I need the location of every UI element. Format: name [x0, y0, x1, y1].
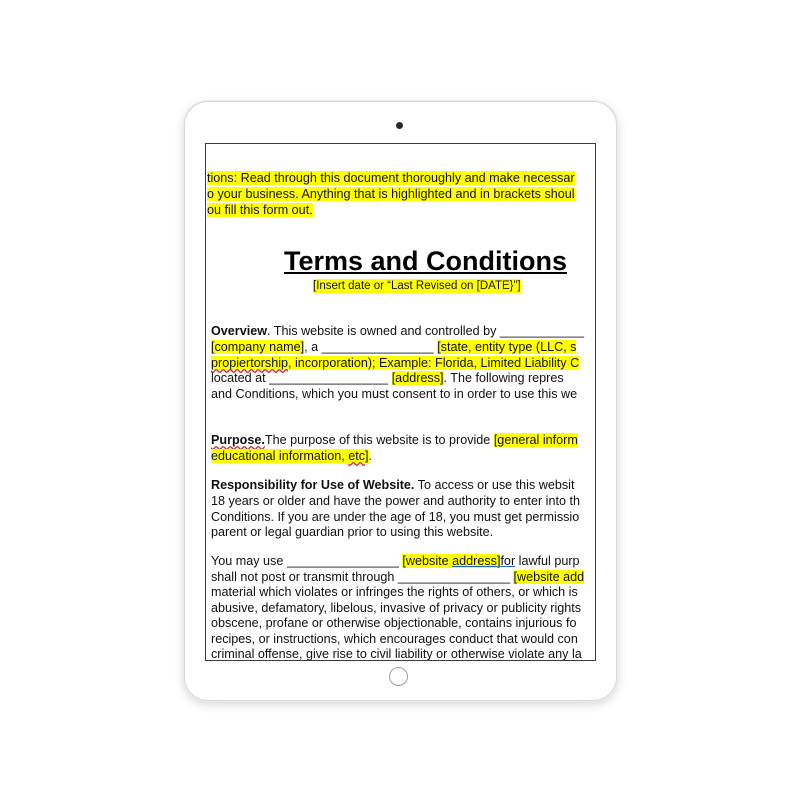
- overview-line-2: [company name], a ________________ [state, entity type (LLC, s: [211, 340, 577, 354]
- purpose-heading: Purpose.: [211, 433, 265, 447]
- instructions-line-1: tions: Read through this document thoroughly and make necessar: [207, 171, 575, 185]
- document-subtitle: [Insert date or “Last Revised on [DATE}”]: [313, 280, 521, 292]
- use-line-5: obscene, profane or otherwise objectionable, contains injurious fo: [211, 616, 577, 630]
- use-line-3: material which violates or infringes the rights of others, or which is: [211, 585, 578, 599]
- instructions-line-2: o your business. Anything that is highlighted and in brackets shoul: [207, 187, 575, 201]
- purpose-line-2: educational information, etc].: [211, 449, 373, 463]
- responsibility-line-4: parent or legal guardian prior to using this website.: [211, 525, 494, 539]
- document-title: Terms and Conditions: [284, 246, 568, 276]
- overview-heading: Overview: [211, 324, 268, 338]
- tablet-screen: [205, 143, 596, 661]
- instructions-line-3: ou fill this form out.: [207, 203, 313, 217]
- camera-icon: [396, 122, 403, 129]
- document-page: [206, 144, 596, 661]
- responsibility-heading: Responsibility for Use of Website.: [211, 478, 415, 492]
- tablet-device: [184, 101, 617, 701]
- overview-line-1: Overview. This website is owned and controlled by ____________: [211, 324, 584, 338]
- overview-line-4: located at _________________ [address]. The following repres: [211, 371, 564, 385]
- overview-line-5: and Conditions, which you must consent to in order to use this we: [211, 387, 578, 401]
- use-line-6: recipes, or instructions, which encourages conduct that would con: [211, 632, 578, 646]
- responsibility-line-2: 18 years or older and have the power and authority to enter into th: [211, 494, 580, 508]
- overview-line-3: propiertorship, incorporation); Example: Florida, Limited Liability C: [211, 356, 580, 370]
- purpose-line-1: Purpose.The purpose of this website is to provide [general inform: [211, 433, 578, 447]
- use-line-1: You may use ________________ [website address]for lawful purp: [211, 554, 580, 568]
- use-line-7: criminal offense, give rise to civil liability or otherwise violate any la: [211, 647, 582, 661]
- use-line-2: shall not post or transmit through ________________ [website add: [211, 570, 585, 584]
- home-button[interactable]: [389, 667, 408, 686]
- responsibility-line-1: Responsibility for Use of Website. To access or use this websit: [211, 478, 575, 492]
- use-line-4: abusive, defamatory, libelous, invasive of privacy or publicity rights: [211, 601, 582, 615]
- responsibility-line-3: Conditions. If you are under the age of 18, you must get permissio: [211, 510, 580, 524]
